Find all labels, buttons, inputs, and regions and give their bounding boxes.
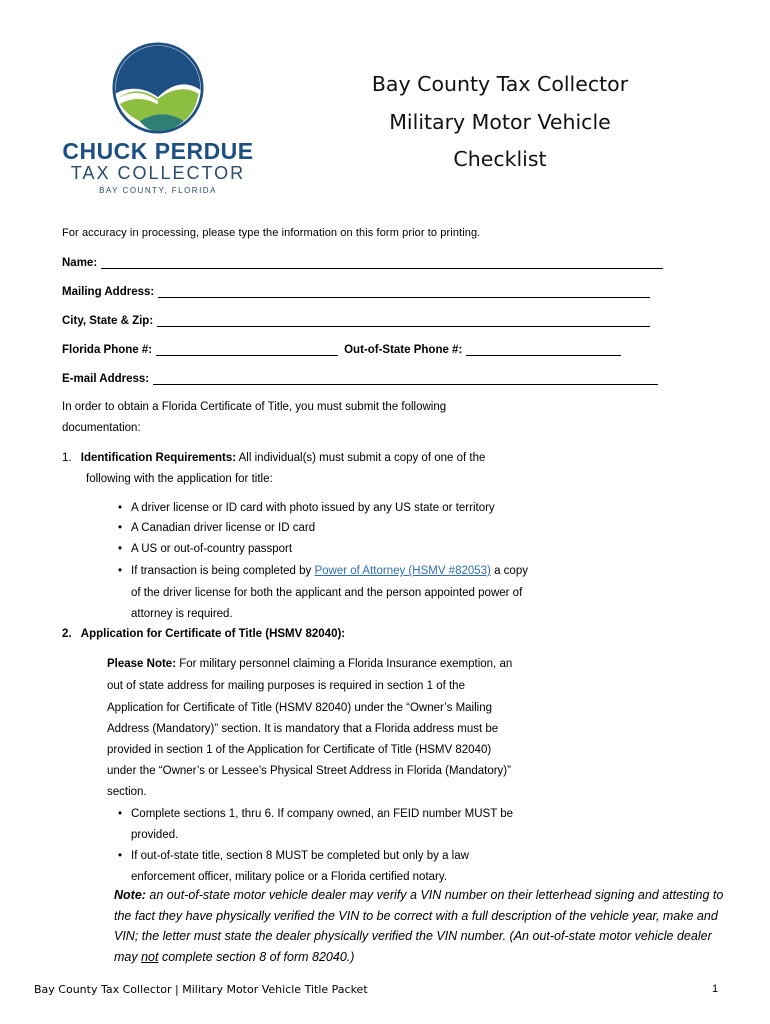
phone-field-row xyxy=(62,343,621,356)
title-line-1: Bay County Tax Collector xyxy=(371,72,629,96)
poa-text-line-2: of the driver license for both the applicant and the person appointed power of xyxy=(131,587,523,599)
please-note-line-3: Application for Certificate of Title (HSMV 82040) under the “Owner’s Mailing xyxy=(107,702,492,714)
note-label: Note: xyxy=(114,888,146,902)
email-field-row xyxy=(62,372,658,385)
bullet-icon: • xyxy=(118,565,123,577)
list-item: • A driver license or ID card with photo issued by any US state or territory xyxy=(131,498,495,519)
logo-name-text: CHUCK PERDUE xyxy=(62,138,254,164)
name-input-line[interactable] xyxy=(101,256,663,269)
logo-emblem-icon xyxy=(112,42,204,134)
fl-phone-input-line[interactable] xyxy=(156,343,338,356)
dealer-note: Note: an out-of-state motor vehicle dealer may verify a VIN number on their letterhead signing and attesting to the fact they have physically verified the VIN to be correct with a full description of the vehicle year, make and VIN; the letter must state the dealer physically verified the VIN number. (An out-of-state motor vehicle dealer may not complete section 8 of form 82040.) xyxy=(114,888,724,964)
section-2-heading: Application for Certificate of Title (HSMV 82040): xyxy=(80,628,346,640)
document-title xyxy=(310,66,690,179)
mailing-label: Mailing Address: xyxy=(62,286,155,298)
bullet-2-line-2: enforcement officer, military police or a Florida certified notary. xyxy=(131,871,447,883)
section-1-heading: Identification Requirements: xyxy=(80,452,237,464)
note-emphasis: not xyxy=(141,949,159,964)
list-item: • If out-of-state title, section 8 MUST be completed but only by a law xyxy=(131,846,469,867)
please-note-line-1: Please Note: For military personnel claiming a Florida Insurance exemption, an xyxy=(107,658,513,670)
mailing-field-row xyxy=(62,285,650,298)
instructions-line-2: documentation: xyxy=(62,422,141,434)
bullet-1-line-2: provided. xyxy=(131,829,179,841)
name-field-row xyxy=(62,256,663,269)
bullet-icon: • xyxy=(118,502,123,514)
list-item: • Complete sections 1, thru 6. If company owned, an FEID number MUST be xyxy=(131,804,513,825)
section-1-number: 1. xyxy=(62,452,72,464)
page-number: 1 xyxy=(712,983,719,995)
email-label: E-mail Address: xyxy=(62,373,150,385)
footer-text: Bay County Tax Collector | Military Motor Vehicle Title Packet xyxy=(34,983,368,996)
fl-phone-label: Florida Phone #: xyxy=(62,344,153,356)
section-2-number: 2. xyxy=(62,628,72,640)
please-note-line-6: under the “Owner’s or Lessee’s Physical Street Address in Florida (Mandatory)” xyxy=(107,765,511,777)
bullet-icon: • xyxy=(118,850,123,862)
poa-text-line-3: attorney is required. xyxy=(131,608,233,620)
please-note-line-7: section. xyxy=(107,786,147,798)
logo-location-text: BAY COUNTY, FLORIDA xyxy=(99,186,217,195)
city-field-row xyxy=(62,314,650,327)
section-1-text-1: All individual(s) must submit a copy of one of the xyxy=(236,452,486,464)
section-1-heading-row xyxy=(62,448,485,469)
bullet-icon: • xyxy=(118,808,123,820)
please-note-line-5: provided in section 1 of the Application for Certificate of Title (HSMV 82040) xyxy=(107,744,492,756)
logo-subtitle-text: TAX COLLECTOR xyxy=(70,163,246,183)
instructions-line-1: In order to obtain a Florida Certificate of Title, you must submit the following xyxy=(62,401,447,413)
email-input-line[interactable] xyxy=(153,372,658,385)
intro-text: For accuracy in processing, please type the information on this form prior to printing. xyxy=(62,227,481,239)
title-line-3: Checklist xyxy=(453,147,547,171)
tax-collector-logo xyxy=(52,42,264,202)
oos-phone-input-line[interactable] xyxy=(466,343,621,356)
list-item: • A Canadian driver license or ID card xyxy=(131,518,315,539)
please-note-line-4: Address (Mandatory)” section. It is mandatory that a Florida address must be xyxy=(107,723,499,735)
mailing-input-line[interactable] xyxy=(158,285,650,298)
power-of-attorney-link[interactable]: Power of Attorney (HSMV #82053) xyxy=(314,565,491,577)
title-line-2: Military Motor Vehicle xyxy=(389,109,611,134)
city-label: City, State & Zip: xyxy=(62,315,154,327)
bullet-icon: • xyxy=(118,522,123,534)
please-note-line-2: out of state address for mailing purposes is required in section 1 of the xyxy=(107,680,465,692)
name-label: Name: xyxy=(62,257,98,269)
section-2-heading-row xyxy=(62,624,345,645)
please-note-label: Please Note: xyxy=(107,658,177,670)
city-input-line[interactable] xyxy=(157,314,650,327)
bullet-icon: • xyxy=(118,543,123,555)
list-item: • If transaction is being completed by Power of Attorney (HSMV #82053) a copy xyxy=(131,561,528,582)
oos-phone-label: Out-of-State Phone #: xyxy=(344,344,463,356)
section-1-text-2: following with the application for title: xyxy=(86,473,273,485)
list-item: • A US or out-of-country passport xyxy=(131,539,292,560)
